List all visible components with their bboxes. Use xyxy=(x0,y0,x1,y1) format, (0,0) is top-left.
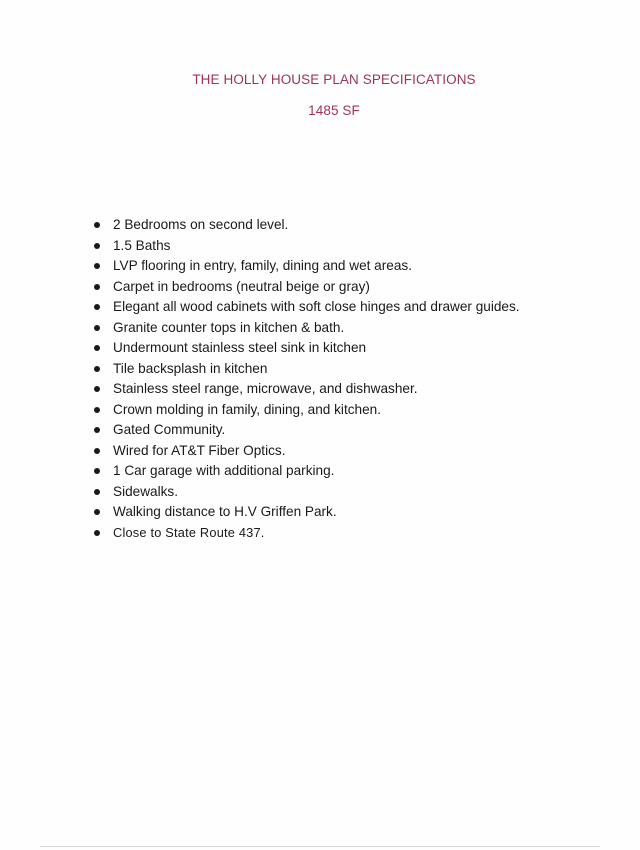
bullet-icon xyxy=(94,366,100,372)
list-item xyxy=(94,461,624,482)
list-item-text: Undermount stainless steel sink in kitchen xyxy=(113,340,367,355)
list-item-text: Granite counter tops in kitchen & bath. xyxy=(113,319,345,335)
list-item xyxy=(94,420,624,441)
page-title: THE HOLLY HOUSE PLAN SPECIFICATIONS xyxy=(192,72,476,87)
bullet-icon xyxy=(94,468,100,474)
list-item-text: Walking distance to H.V Griffen Park. xyxy=(113,504,337,519)
list-item xyxy=(94,236,624,257)
bullet-icon xyxy=(94,263,100,269)
list-item-text: Stainless steel range, microwave, and dishwasher. xyxy=(113,381,418,396)
list-item-text: Elegant all wood cabinets with soft close hinges and drawer guides. xyxy=(113,299,520,314)
bullet-icon xyxy=(94,345,100,351)
bullet-icon xyxy=(94,304,100,310)
list-item-text: Close to State Route 437. xyxy=(113,524,265,540)
list-item-text: 1 Car garage with additional parking. xyxy=(113,463,335,478)
list-item-text: Gated Community. xyxy=(113,422,226,437)
bullet-icon xyxy=(94,243,100,249)
list-item-text: Tile backsplash in kitchen xyxy=(113,360,268,376)
square-footage: 1485 SF xyxy=(308,103,360,118)
list-item xyxy=(94,482,624,503)
list-item xyxy=(94,338,624,359)
list-item xyxy=(94,215,624,236)
bullet-icon xyxy=(94,325,100,331)
bullet-icon xyxy=(94,386,100,392)
bullet-icon xyxy=(94,509,100,515)
bullet-icon xyxy=(94,222,100,228)
bullet-icon xyxy=(94,530,100,536)
list-item-text: Wired for AT&T Fiber Optics. xyxy=(113,442,286,458)
bullet-icon xyxy=(94,448,100,454)
list-item xyxy=(94,359,624,380)
list-item xyxy=(94,523,624,544)
list-item-text: 2 Bedrooms on second level. xyxy=(113,217,289,232)
list-item-text: Sidewalks. xyxy=(113,483,178,499)
list-item xyxy=(94,318,624,339)
list-item-text: Crown molding in family, dining, and kitchen. xyxy=(113,401,381,417)
bullet-icon xyxy=(94,489,100,495)
list-item-text: Carpet in bedrooms (neutral beige or gray) xyxy=(113,278,370,294)
list-item xyxy=(94,379,624,400)
list-item xyxy=(94,441,624,462)
list-item-text: 1.5 Baths xyxy=(113,237,171,253)
list-item xyxy=(94,256,624,277)
list-item-text: LVP flooring in entry, family, dining and wet areas. xyxy=(113,258,412,273)
scan-edge-divider xyxy=(40,846,600,847)
list-item xyxy=(94,400,624,421)
list-item xyxy=(94,502,624,523)
bullet-icon xyxy=(94,427,100,433)
bullet-icon xyxy=(94,284,100,290)
list-item xyxy=(94,277,624,298)
bullet-icon xyxy=(94,407,100,413)
specifications-list xyxy=(94,215,624,543)
list-item xyxy=(94,297,624,318)
